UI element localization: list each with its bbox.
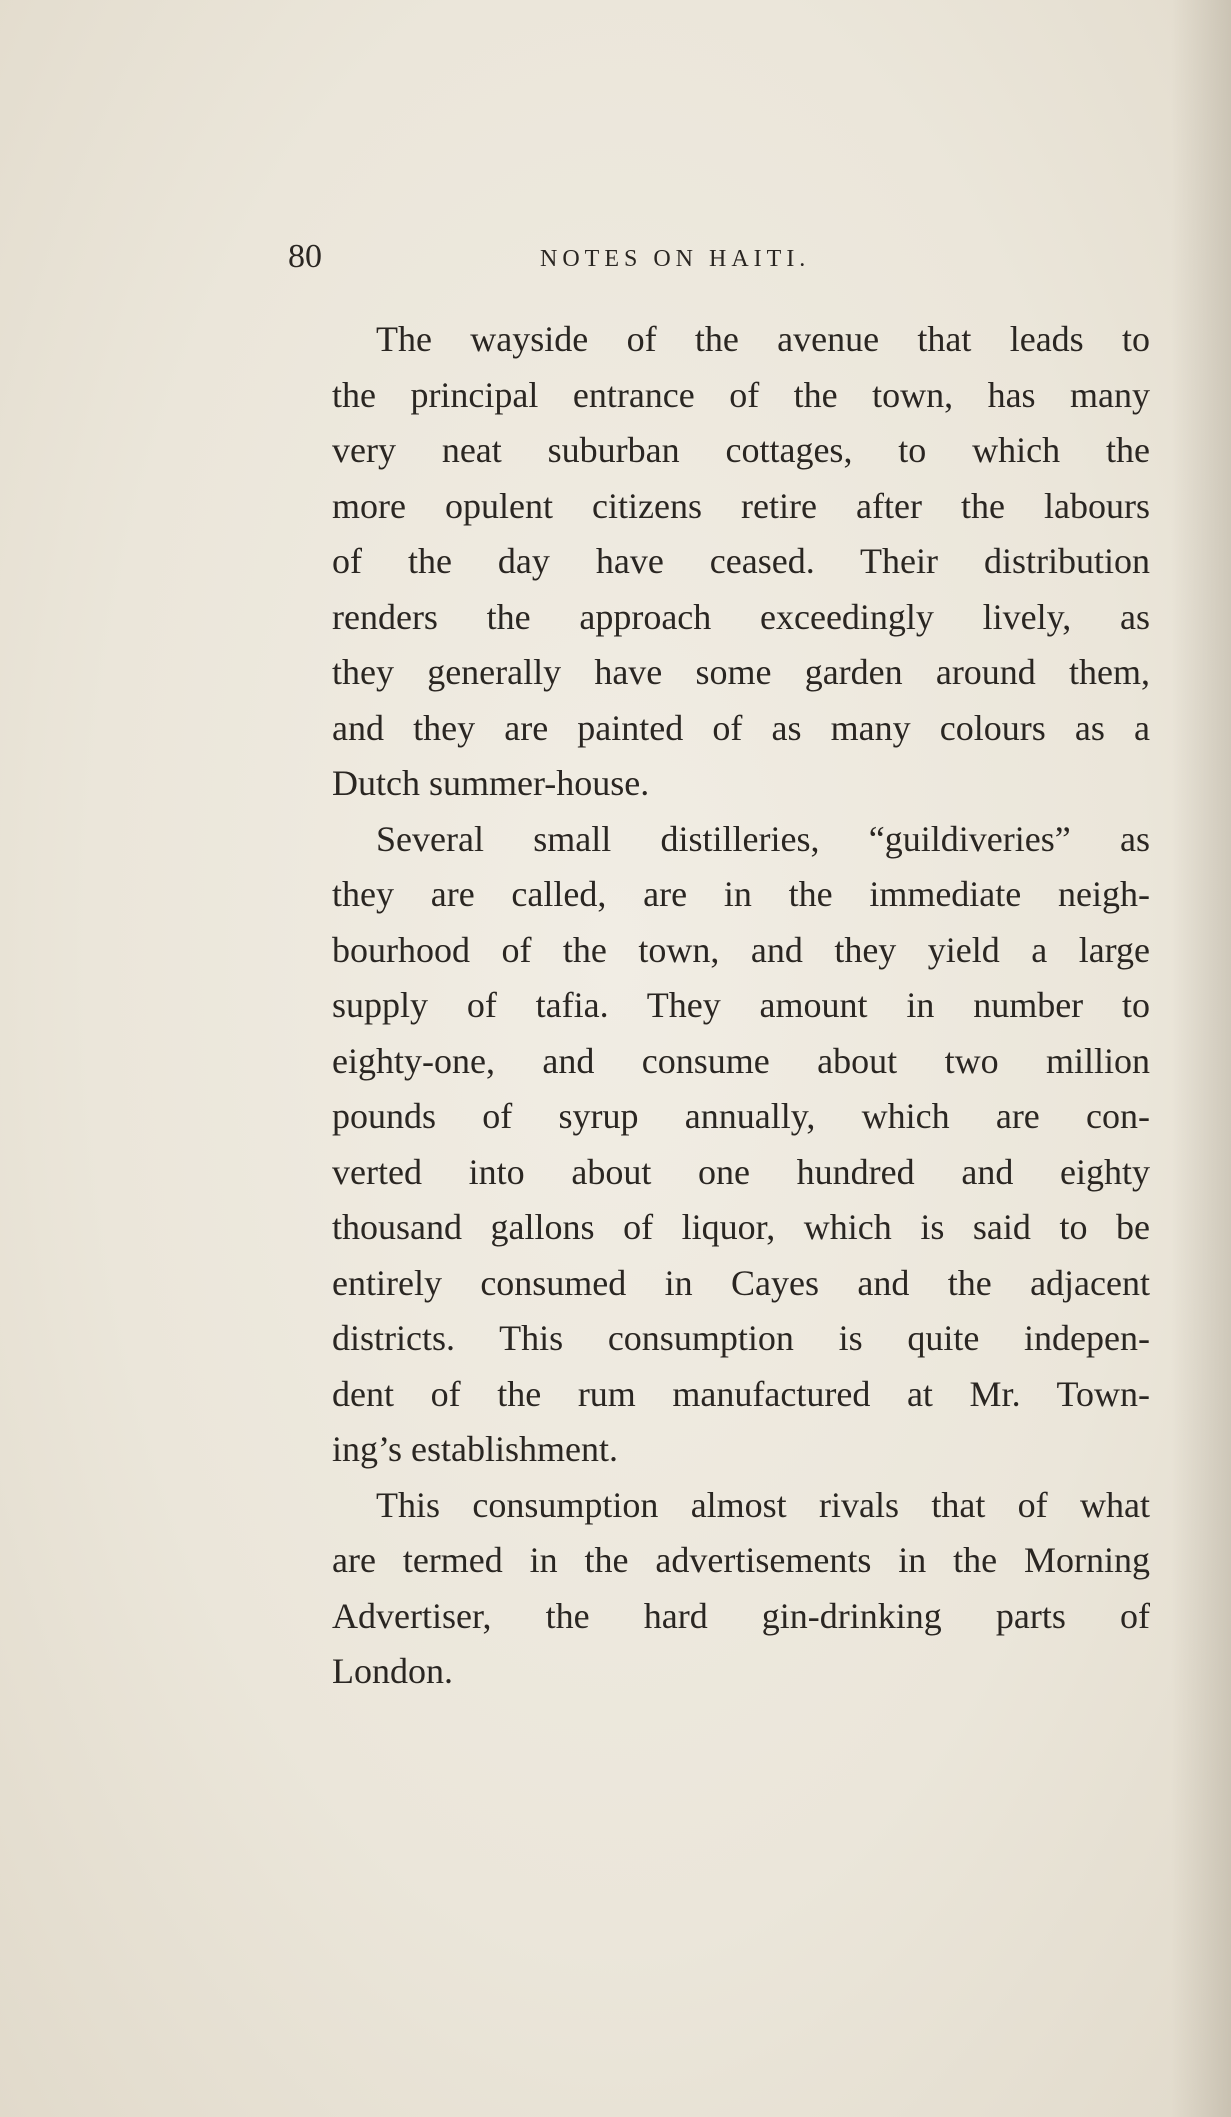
text-line: Several small distilleries, “guildiveries” as [376,818,1150,859]
text-line: ing’s establishment. [332,1429,618,1469]
text-line: thousand gallons of liquor, which is said to be [332,1207,1150,1247]
text-line: the principal entrance of the town, has many [332,374,1150,415]
paragraph-3 [288,1478,1150,1700]
text-line: pounds of syrup annually, which are con- [332,1096,1150,1136]
text-line: dent of the rum manufactured at Mr. Town- [332,1373,1150,1414]
text-line: they generally have some garden around them, [332,652,1150,692]
page-header [288,238,1150,288]
text-line: entirely consumed in Cayes and the adjacent [332,1262,1150,1303]
text-line: and they are painted of as many colours as a [332,707,1150,748]
page-number: 80 [288,238,322,275]
text-line: bourhood of the town, and they yield a large [332,929,1150,970]
text-line: Advertiser, the hard gin-drinking parts of [332,1595,1150,1636]
body-text [288,312,1150,1700]
text-line: very neat suburban cottages, to which the [332,430,1150,470]
text-line: of the day have ceased. Their distribution [332,541,1150,581]
text-line: The wayside of the avenue that leads to [376,319,1150,359]
text-line: districts. This consumption is quite indepen- [332,1318,1150,1358]
paragraph-1 [288,312,1150,812]
text-line: Dutch summer-house. [332,763,650,803]
text-line: supply of tafia. They amount in number to [332,985,1150,1025]
text-line: they are called, are in the immediate neigh- [332,874,1150,914]
text-line: renders the approach exceedingly lively, as [332,596,1150,637]
text-line: are termed in the advertisements in the Morning [332,1540,1150,1580]
text-line: London. [332,1651,453,1691]
text-line: This consumption almost rivals that of what [376,1484,1150,1525]
text-line: eighty-one, and consume about two million [332,1040,1150,1081]
text-line: more opulent citizens retire after the labours [332,485,1150,526]
paragraph-2 [288,812,1150,1478]
page-edge-shadow [1171,0,1231,2117]
running-title: NOTES ON HAITI. [540,246,811,272]
text-line: verted into about one hundred and eighty [332,1151,1150,1192]
